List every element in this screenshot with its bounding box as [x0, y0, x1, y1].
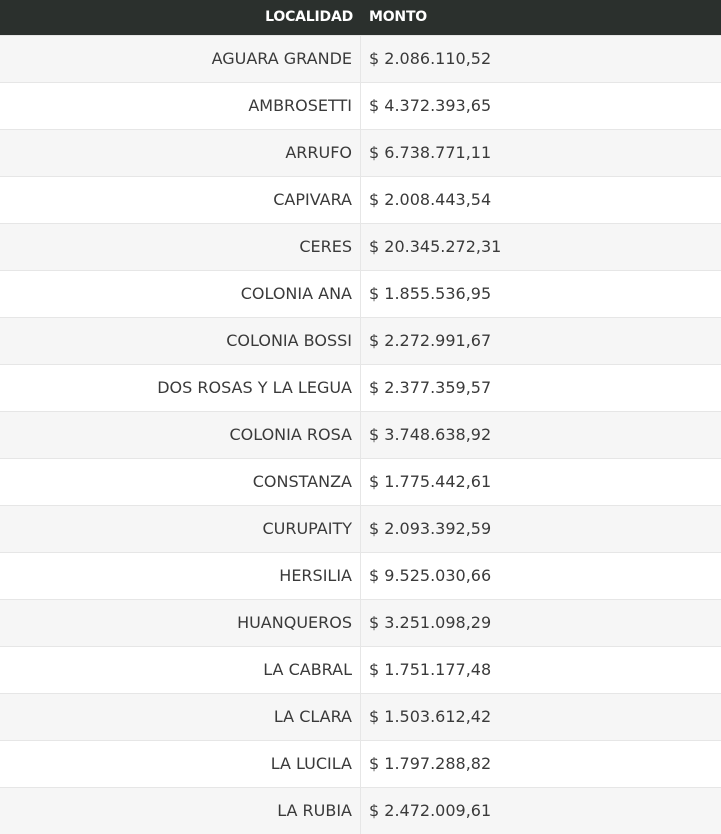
cell-localidad: COLONIA BOSSI [0, 318, 361, 364]
cell-monto: $ 2.093.392,59 [369, 519, 492, 538]
cell-monto: $ 1.797.288,82 [369, 754, 492, 773]
cell-monto: $ 2.086.110,52 [369, 49, 492, 68]
cell-monto: $ 3.748.638,92 [369, 425, 492, 444]
cell-localidad: CURUPAITY [0, 506, 361, 552]
cell-localidad: DOS ROSAS Y LA LEGUA [0, 365, 361, 411]
table-row [0, 411, 721, 458]
header-monto: MONTO [369, 9, 428, 25]
cell-localidad: COLONIA ROSA [0, 412, 361, 458]
cell-localidad: CAPIVARA [0, 177, 361, 223]
table-header [0, 0, 721, 35]
cell-monto: $ 2.008.443,54 [369, 190, 492, 209]
cell-localidad: LA CLARA [0, 694, 361, 740]
cell-monto: $ 1.503.612,42 [369, 707, 492, 726]
header-localidad: LOCALIDAD [265, 9, 353, 25]
cell-localidad: ARRUFO [0, 130, 361, 176]
cell-localidad: HERSILIA [0, 553, 361, 599]
cell-monto: $ 1.751.177,48 [369, 660, 492, 679]
table-row [0, 364, 721, 411]
table-row [0, 693, 721, 740]
table-row [0, 552, 721, 599]
cell-localidad: AMBROSETTI [0, 83, 361, 129]
table-row [0, 505, 721, 552]
table-row [0, 223, 721, 270]
table-row [0, 176, 721, 223]
cell-monto: $ 20.345.272,31 [369, 237, 502, 256]
cell-monto: $ 4.372.393,65 [369, 96, 492, 115]
table-row [0, 82, 721, 129]
table-row [0, 458, 721, 505]
cell-monto: $ 6.738.771,11 [369, 143, 492, 162]
cell-localidad: LA RUBIA [0, 788, 361, 834]
table-row [0, 740, 721, 787]
cell-localidad: AGUARA GRANDE [0, 36, 361, 82]
cell-monto: $ 9.525.030,66 [369, 566, 492, 585]
table-row [0, 270, 721, 317]
cell-monto: $ 3.251.098,29 [369, 613, 492, 632]
cell-localidad: LA LUCILA [0, 741, 361, 787]
cell-localidad: HUANQUEROS [0, 600, 361, 646]
table-row [0, 646, 721, 693]
cell-localidad: CONSTANZA [0, 459, 361, 505]
cell-localidad: LA CABRAL [0, 647, 361, 693]
table-row [0, 787, 721, 834]
table-row [0, 35, 721, 82]
table-row [0, 317, 721, 364]
cell-localidad: CERES [0, 224, 361, 270]
cell-monto: $ 2.377.359,57 [369, 378, 492, 397]
cell-localidad: COLONIA ANA [0, 271, 361, 317]
cell-monto: $ 1.855.536,95 [369, 284, 492, 303]
cell-monto: $ 2.272.991,67 [369, 331, 492, 350]
cell-monto: $ 1.775.442,61 [369, 472, 492, 491]
table-row [0, 599, 721, 646]
table-body [0, 35, 721, 834]
cell-monto: $ 2.472.009,61 [369, 801, 492, 820]
table-row [0, 129, 721, 176]
